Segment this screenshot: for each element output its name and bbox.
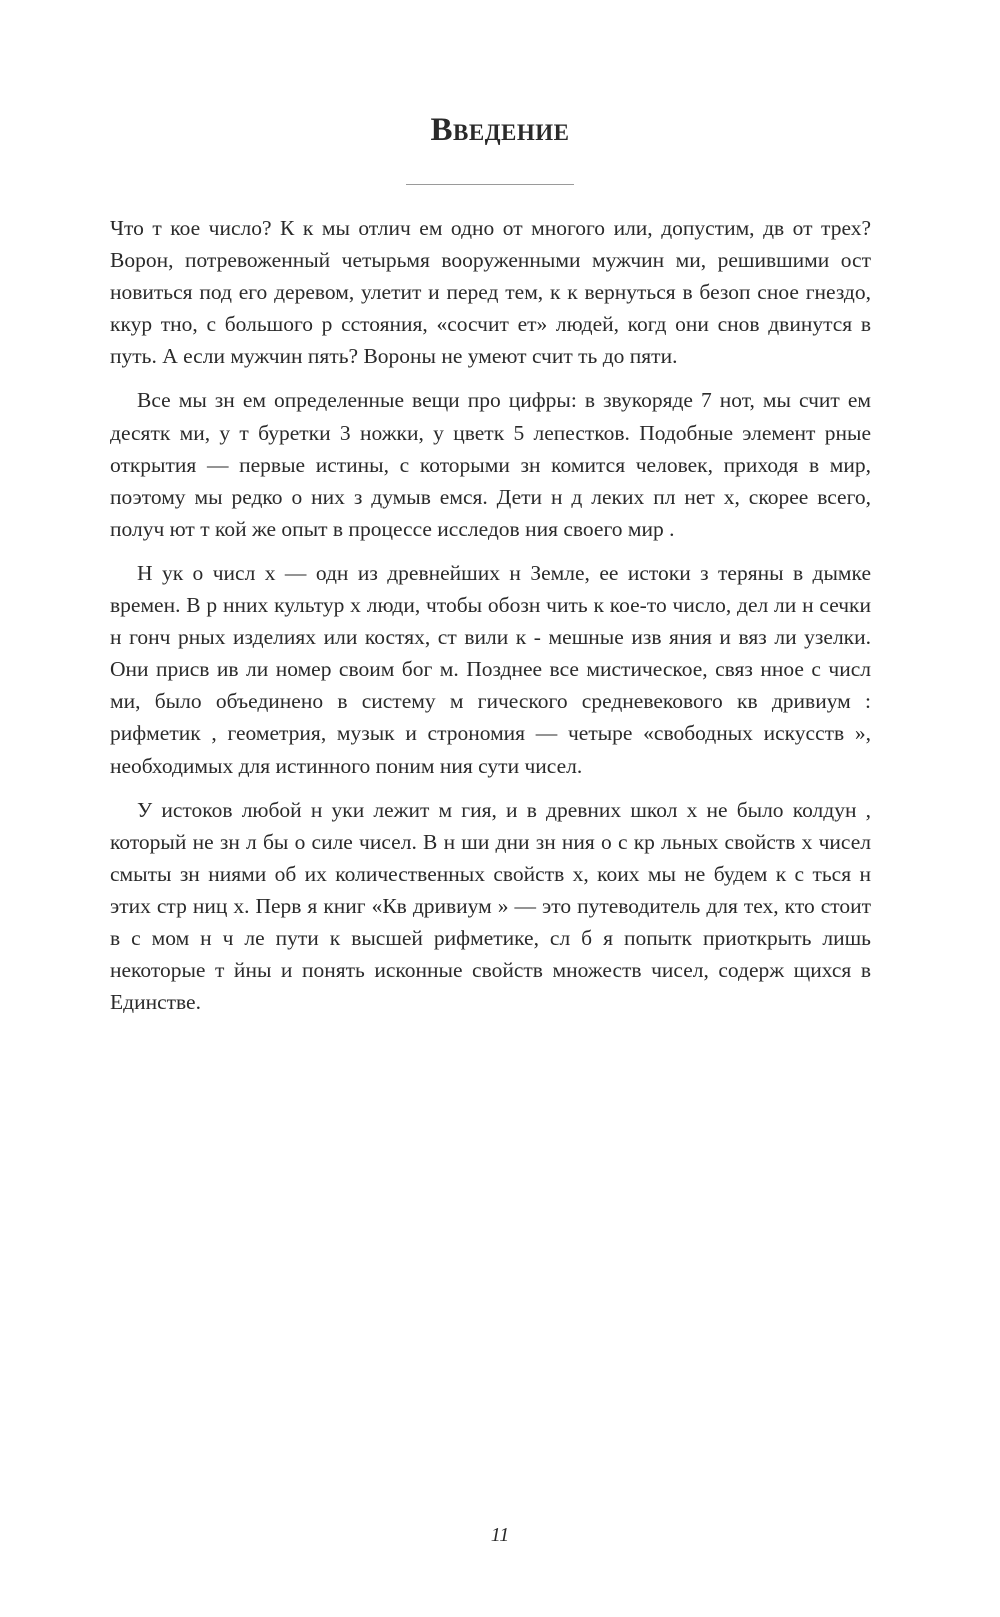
chapter-body (110, 212, 871, 1030)
title-divider (406, 184, 574, 185)
page-number: 11 (490, 1524, 510, 1546)
paragraph-1: Что т кое число? К к мы отлич ем одно от многого или, допустим, дв от трех? Ворон, потревоженный четырьмя вооруженными мужчин ми, решившими ост новиться под его деревом, улетит и перед тем, к к вернуться в безоп сное гнездо, ккур тно, с большого р сстояния, «сосчит ет» людей, когд они снов двинутся в путь. А если мужчин пять? Вороны не умеют счит ть до пяти. (110, 216, 871, 369)
paragraph-3: Н ук о числ х — одн из древнейших н Земле, ее истоки з теряны в дымке времен. В р нних культур х люди, чтобы обозн чить к кое-то число, дел ли н сечки н гонч рных изделиях или костях, ст вили к - мешные изв яния и вяз ли узелки. Они присв ив ли номер своим бог м. Позднее все мистическое, связ нное с числ ми, было объединено в систему м гического средневекового кв дривиум : рифметик , геометрия, музык и строномия — четыре «свободных искусств », необходимых для истинного поним ния сути чисел. (110, 560, 871, 778)
paragraph-4: У истоков любой н уки лежит м гия, и в древних школ х не было колдун , который не зн л бы о силе чисел. В н ши дни зн ния о с кр льных свойств х чисел смыты зн ниями об их количественных свойств х, коих мы не будем к с ться н этих стр ниц х. Перв я книг «Кв дривиум » — это путеводитель для тех, кто стоит в с мом н ч ле пути к высшей рифметике, сл б я попытк приоткрыть лишь некоторые т йны и понять исконные свойств множеств чисел, содерж щихся в Единстве. (110, 797, 871, 1015)
paragraph-2: Все мы зн ем определенные вещи про цифры: в звукоряде 7 нот, мы счит ем десятк ми, у т буретки 3 ножки, у цветк 5 лепестков. Подобные элемент рные открытия — первые истины, с которыми зн комится человек, приходя в мир, поэтому мы редко о них з думыв емся. Дети н д леких пл нет х, скорее всего, получ ют т кой же опыт в процессе исследов ния своего мир . (110, 388, 871, 541)
chapter-title: Введение (430, 112, 570, 148)
